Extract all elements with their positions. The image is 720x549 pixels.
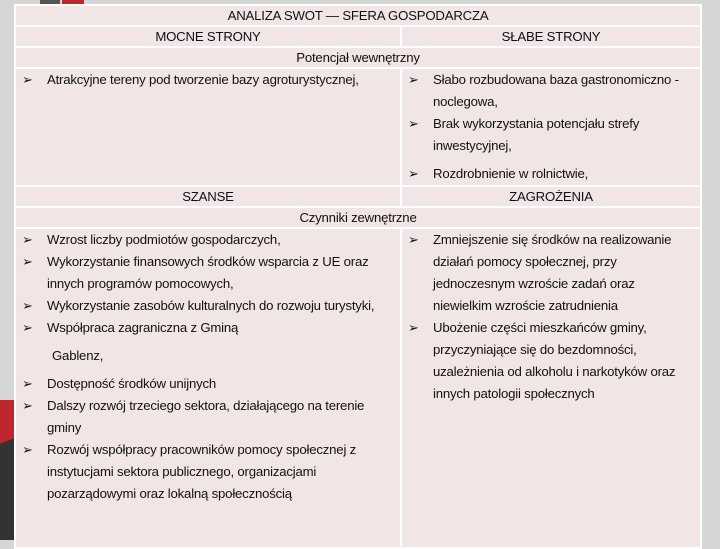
- list-item: ➢ Dalszy rozwój trzeciego sektora, działającego na terenie gminy: [22, 395, 396, 439]
- arrow-bullet-icon: ➢: [408, 232, 419, 247]
- header-threats: ZAGROŻENIA: [401, 186, 701, 207]
- threats-cell: [401, 228, 701, 548]
- arrow-bullet-icon: ➢: [22, 232, 33, 247]
- list-item-continuation: Gablenz,: [52, 348, 104, 363]
- arrow-bullet-icon: ➢: [22, 398, 33, 413]
- weaknesses-cell: [401, 68, 701, 186]
- list-item: ➢ Zmniejszenie się środków na realizowanie działań pomocy społecznej, przy jednoczesnym wzroście zadań oraz niewielkim wzroście zatrudnienia: [408, 229, 696, 317]
- arrow-bullet-icon: ➢: [22, 298, 33, 313]
- list-item: ➢ Rozdrobnienie w rolnictwie,: [408, 163, 696, 185]
- list-item: ➢ Rozwój współpracy pracowników pomocy społecznej z instytucjami sektora publicznego, organizacjami pozarządowymi oraz lokalną społecznością: [22, 439, 396, 505]
- arrow-bullet-icon: ➢: [408, 116, 419, 131]
- header-strengths: MOCNE STRONY: [15, 26, 401, 47]
- arrow-bullet-icon: ➢: [408, 72, 419, 87]
- header-weaknesses: SŁABE STRONY: [401, 26, 701, 47]
- list-item: ➢ Ubożenie części mieszkańców gminy, przyczyniające się do bezdomności, uzależnienia od alkoholu i narkotyków oraz innych patologii społecznych: [408, 317, 696, 405]
- strengths-cell: [15, 68, 401, 186]
- swot-table: [14, 4, 702, 549]
- list-item: ➢ Brak wykorzystania potencjału strefy inwestycyjnej,: [408, 113, 696, 157]
- external-label: Czynniki zewnętrzne: [15, 207, 701, 228]
- arrow-bullet-icon: ➢: [22, 376, 33, 391]
- list-item: ➢ Wykorzystanie finansowych środków wsparcia z UE oraz innych programów pomocowych,: [22, 251, 396, 295]
- decor-stripe: [0, 400, 14, 540]
- list-item: ➢ Współpraca zagraniczna z Gminą: [22, 317, 396, 339]
- opportunities-cell: [15, 228, 401, 548]
- table-title: ANALIZA SWOT — SFERA GOSPODARCZA: [15, 5, 701, 26]
- arrow-bullet-icon: ➢: [22, 254, 33, 269]
- internal-label: Potencjał wewnętrzny: [15, 47, 701, 68]
- arrow-bullet-icon: ➢: [22, 442, 33, 457]
- arrow-bullet-icon: ➢: [22, 72, 33, 87]
- header-opportunities: SZANSE: [15, 186, 401, 207]
- list-item: ➢ Wykorzystanie zasobów kulturalnych do rozwoju turystyki,: [22, 295, 396, 317]
- list-item: ➢ Dostępność środków unijnych: [22, 373, 396, 395]
- arrow-bullet-icon: ➢: [22, 320, 33, 335]
- list-item: ➢ Słabo rozbudowana baza gastronomiczno - noclegowa,: [408, 69, 696, 113]
- arrow-bullet-icon: ➢: [408, 320, 419, 335]
- list-item: ➢ Atrakcyjne tereny pod tworzenie bazy agroturystycznej,: [22, 69, 396, 91]
- list-item: ➢ Wzrost liczby podmiotów gospodarczych,: [22, 229, 396, 251]
- arrow-bullet-icon: ➢: [408, 166, 419, 181]
